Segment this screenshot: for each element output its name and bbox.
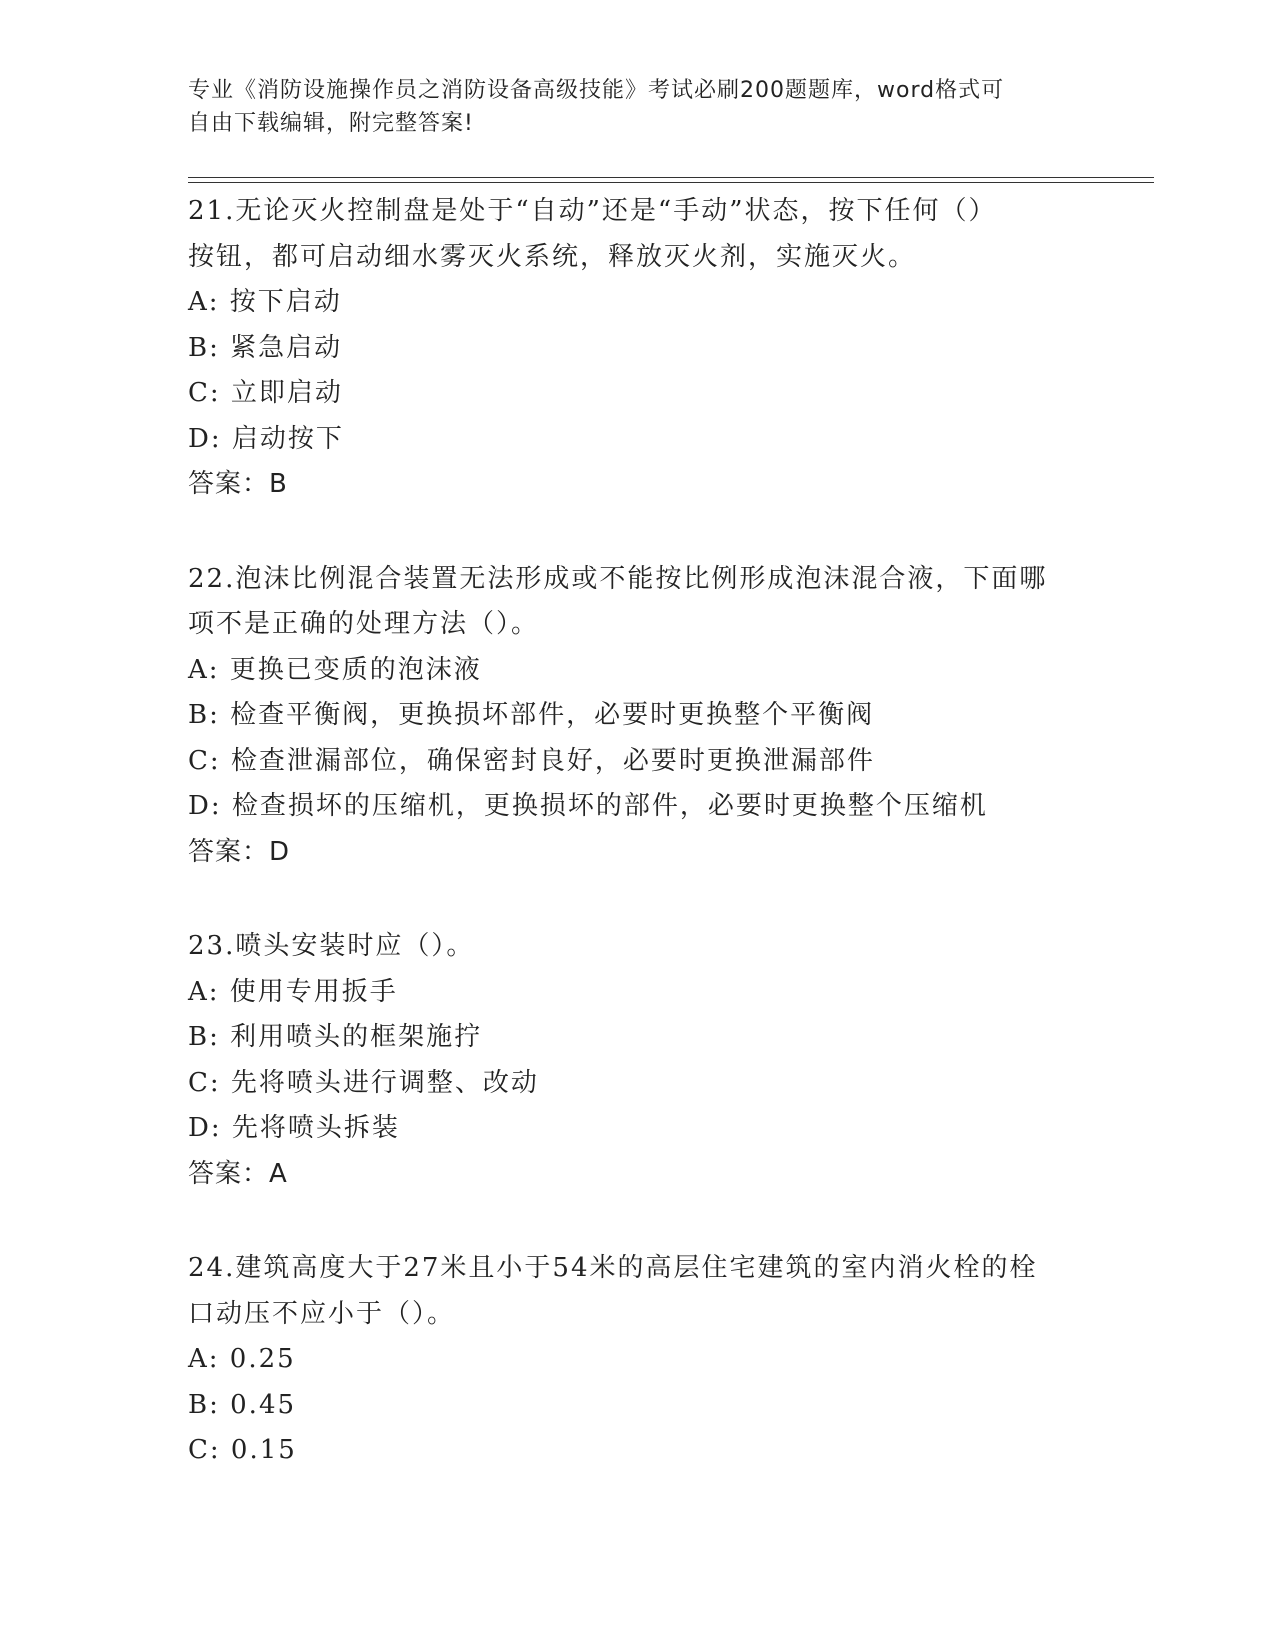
option-c: C: 立即启动 [188, 378, 343, 408]
question-21 [188, 189, 1088, 508]
answer-label: 答案： [188, 836, 270, 867]
question-24 [188, 1246, 1088, 1474]
option-b: B: 检查平衡阀，更换损坏部件，必要时更换整个平衡阀 [188, 700, 875, 730]
question-stem: 项不是正确的处理方法（）。 [188, 609, 540, 639]
answer-value: B [269, 469, 288, 499]
option-c: C: 0.15 [188, 1435, 297, 1465]
answer-value: D [269, 836, 291, 867]
header-divider-top [188, 177, 1154, 178]
question-list [188, 189, 1088, 1523]
option-d: D: 先将喷头拆装 [188, 1113, 400, 1143]
question-stem: 23.喷头安装时应（）。 [188, 931, 475, 961]
option-a: A: 更换已变质的泡沫液 [188, 654, 482, 685]
answer-line [188, 830, 1088, 876]
option-b: B: 利用喷头的框架施拧 [188, 1022, 483, 1052]
option-c: C: 先将喷头进行调整、改动 [188, 1067, 539, 1098]
answer-line [188, 1152, 1088, 1198]
question-23 [188, 924, 1088, 1197]
question-22 [188, 557, 1088, 876]
answer-value: A [269, 1158, 288, 1189]
header-line-1: 专业《消防设施操作员之消防设备高级技能》考试必刷200题题库，word格式可 [188, 78, 1005, 103]
document-header [188, 74, 1068, 140]
answer-label: 答案： [188, 1158, 270, 1189]
question-stem: 口动压不应小于（）。 [188, 1298, 456, 1329]
question-stem: 22.泡沫比例混合装置无法形成或不能按比例形成泡沫混合液，下面哪 [188, 563, 1048, 594]
option-a: A: 0.25 [188, 1344, 296, 1374]
option-d: D: 启动按下 [188, 423, 344, 454]
question-stem: 21.无论灭火控制盘是处于“自动”还是“手动”状态，按下任何（） [188, 196, 997, 226]
question-stem: 24.建筑高度大于27米且小于54米的高层住宅建筑的室内消火栓的栓 [188, 1253, 1038, 1283]
option-b: B: 0.45 [188, 1389, 297, 1420]
option-b: B: 紧急启动 [188, 332, 343, 363]
option-a: A: 使用专用扳手 [188, 976, 398, 1007]
option-a: A: 按下启动 [188, 287, 342, 317]
question-stem: 按钮，都可启动细水雾灭火系统，释放灭火剂，实施灭火。 [188, 241, 917, 272]
answer-line [188, 462, 1088, 508]
option-d: D: 检查损坏的压缩机，更换损坏的部件，必要时更换整个压缩机 [188, 791, 988, 821]
header-line-2: 自由下载编辑，附完整答案! [188, 111, 474, 136]
answer-label: 答案： [188, 469, 270, 499]
header-divider-bottom [188, 182, 1154, 183]
option-c: C: 检查泄漏部位，确保密封良好，必要时更换泄漏部件 [188, 745, 875, 776]
